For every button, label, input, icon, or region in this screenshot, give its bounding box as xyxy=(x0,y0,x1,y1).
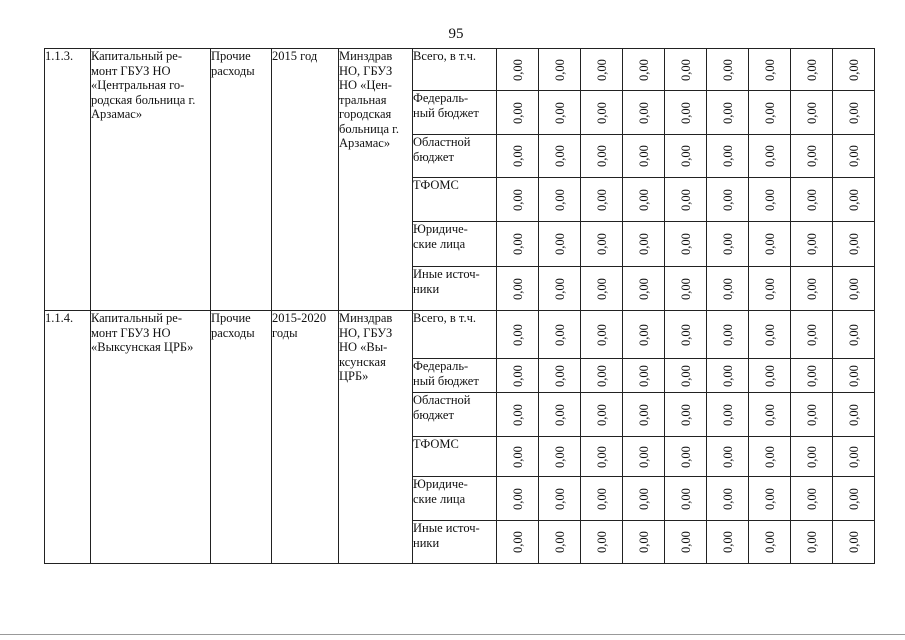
item-name xyxy=(91,311,211,564)
value-cell xyxy=(791,477,833,521)
value-cell xyxy=(749,477,791,521)
value-cell xyxy=(707,359,749,393)
executor-line: ЦРБ» xyxy=(339,369,369,383)
value-cell xyxy=(707,521,749,564)
value-text: 0,00 xyxy=(510,445,525,468)
value-text: 0,00 xyxy=(636,323,651,346)
table-row xyxy=(45,49,875,91)
value-cell xyxy=(749,222,791,267)
funding-source xyxy=(413,311,497,359)
value-text: 0,00 xyxy=(720,277,735,300)
value-text: 0,00 xyxy=(720,531,735,553)
value-cell xyxy=(497,477,539,521)
value-text: 0,00 xyxy=(804,403,819,426)
value-text: 0,00 xyxy=(846,445,861,468)
executor-line: ксунская xyxy=(339,354,386,369)
value-text: 0,00 xyxy=(762,531,777,553)
value-text: 0,00 xyxy=(720,487,735,510)
value-text: 0,00 xyxy=(762,188,777,211)
value-cell xyxy=(623,49,665,91)
value-cell xyxy=(497,91,539,135)
value-cell xyxy=(581,222,623,267)
funding-source-line: Юридиче- xyxy=(413,222,468,236)
value-cell xyxy=(833,49,875,91)
value-text: 0,00 xyxy=(510,323,525,346)
value-cell xyxy=(791,311,833,359)
value-cell xyxy=(497,359,539,393)
value-cell xyxy=(791,521,833,564)
value-cell xyxy=(581,437,623,477)
value-cell xyxy=(497,437,539,477)
value-cell xyxy=(707,91,749,135)
funding-source-line: Областной xyxy=(413,135,471,149)
value-cell xyxy=(539,267,581,311)
value-cell xyxy=(665,521,707,564)
value-text: 0,00 xyxy=(510,364,525,387)
value-cell xyxy=(707,311,749,359)
value-cell xyxy=(749,91,791,135)
value-cell xyxy=(539,222,581,267)
value-cell xyxy=(497,222,539,267)
value-text: 0,00 xyxy=(804,277,819,300)
value-cell xyxy=(791,135,833,178)
executor xyxy=(339,311,413,564)
executor-line: Арзамас» xyxy=(339,136,391,150)
funding-source-line: ники xyxy=(413,281,440,296)
value-cell xyxy=(833,91,875,135)
funding-source-line: ный бюджет xyxy=(413,373,479,388)
value-cell xyxy=(707,267,749,311)
value-cell xyxy=(665,222,707,267)
value-text: 0,00 xyxy=(552,188,567,211)
value-cell xyxy=(623,477,665,521)
value-cell xyxy=(581,521,623,564)
value-cell xyxy=(497,311,539,359)
value-text: 0,00 xyxy=(594,101,609,124)
value-text: 0,00 xyxy=(846,531,861,553)
item-code: 1.1.4. xyxy=(45,311,91,564)
funding-source-line: бюджет xyxy=(413,407,454,422)
value-cell xyxy=(665,437,707,477)
value-text: 0,00 xyxy=(762,145,777,167)
value-cell xyxy=(791,437,833,477)
value-cell xyxy=(749,135,791,178)
value-cell xyxy=(665,477,707,521)
funding-source-line: Всего, в т.ч. xyxy=(413,49,476,63)
value-text: 0,00 xyxy=(594,445,609,468)
value-cell xyxy=(833,135,875,178)
item-name-line: «Центральная го- xyxy=(91,78,185,92)
value-cell xyxy=(791,267,833,311)
value-text: 0,00 xyxy=(594,403,609,426)
value-cell xyxy=(833,521,875,564)
value-cell xyxy=(581,477,623,521)
executor-line: тральная xyxy=(339,92,387,107)
item-name-line: монт ГБУЗ НО xyxy=(91,325,171,340)
page-bottom-rule xyxy=(0,634,905,635)
value-text: 0,00 xyxy=(510,531,525,553)
value-text: 0,00 xyxy=(678,403,693,426)
value-text: 0,00 xyxy=(594,487,609,510)
value-text: 0,00 xyxy=(636,58,651,81)
item-name-line: монт ГБУЗ НО xyxy=(91,63,171,78)
funding-source-line: ники xyxy=(413,535,440,550)
value-cell xyxy=(539,311,581,359)
value-text: 0,00 xyxy=(804,487,819,510)
value-text: 0,00 xyxy=(552,101,567,124)
value-text: 0,00 xyxy=(552,58,567,81)
value-text: 0,00 xyxy=(552,145,567,167)
item-name-line: Капитальный ре- xyxy=(91,49,183,63)
value-cell xyxy=(791,393,833,437)
value-cell xyxy=(707,135,749,178)
value-cell xyxy=(581,393,623,437)
value-cell xyxy=(539,437,581,477)
funding-source-line: ТФОМС xyxy=(413,178,459,192)
expense-type-line: расходы xyxy=(211,325,255,340)
funding-source xyxy=(413,49,497,91)
value-text: 0,00 xyxy=(762,323,777,346)
funding-source xyxy=(413,222,497,267)
funding-source xyxy=(413,267,497,311)
value-text: 0,00 xyxy=(552,277,567,300)
value-text: 0,00 xyxy=(846,277,861,300)
value-text: 0,00 xyxy=(510,188,525,211)
value-text: 0,00 xyxy=(552,531,567,553)
value-text: 0,00 xyxy=(594,145,609,167)
value-text: 0,00 xyxy=(510,145,525,167)
value-cell xyxy=(833,437,875,477)
value-cell xyxy=(665,178,707,222)
executor-line: НО «Вы- xyxy=(339,340,388,354)
funding-source-line: ТФОМС xyxy=(413,437,459,451)
executor-line: НО, ГБУЗ xyxy=(339,63,393,78)
value-cell xyxy=(665,49,707,91)
value-text: 0,00 xyxy=(510,101,525,124)
value-cell xyxy=(791,359,833,393)
funding-source xyxy=(413,477,497,521)
value-text: 0,00 xyxy=(510,487,525,510)
value-cell xyxy=(623,521,665,564)
value-cell xyxy=(581,178,623,222)
expense-type-line: Прочие xyxy=(211,311,251,325)
value-cell xyxy=(707,178,749,222)
table-row xyxy=(45,311,875,359)
value-text: 0,00 xyxy=(846,364,861,387)
funding-source-line: Областной xyxy=(413,393,471,407)
value-text: 0,00 xyxy=(804,323,819,346)
value-cell xyxy=(623,135,665,178)
funding-source xyxy=(413,359,497,393)
value-text: 0,00 xyxy=(846,323,861,346)
value-cell xyxy=(581,91,623,135)
value-text: 0,00 xyxy=(720,323,735,346)
value-cell xyxy=(623,437,665,477)
value-cell xyxy=(833,477,875,521)
value-text: 0,00 xyxy=(594,277,609,300)
value-cell xyxy=(707,437,749,477)
value-text: 0,00 xyxy=(804,364,819,387)
value-text: 0,00 xyxy=(720,58,735,81)
value-text: 0,00 xyxy=(846,101,861,124)
value-cell xyxy=(791,91,833,135)
funding-source-line: ный бюджет xyxy=(413,105,479,120)
value-text: 0,00 xyxy=(762,445,777,468)
value-cell xyxy=(707,49,749,91)
value-cell xyxy=(539,477,581,521)
value-text: 0,00 xyxy=(762,364,777,387)
value-text: 0,00 xyxy=(552,445,567,468)
value-cell xyxy=(623,91,665,135)
value-cell xyxy=(581,49,623,91)
value-cell xyxy=(497,135,539,178)
funding-source xyxy=(413,91,497,135)
value-text: 0,00 xyxy=(720,403,735,426)
funding-source xyxy=(413,178,497,222)
item-name-line: «Выксунская ЦРБ» xyxy=(91,340,194,354)
value-text: 0,00 xyxy=(762,277,777,300)
value-cell xyxy=(833,267,875,311)
value-cell xyxy=(539,359,581,393)
value-text: 0,00 xyxy=(678,101,693,124)
value-cell xyxy=(665,393,707,437)
value-cell xyxy=(833,222,875,267)
value-text: 0,00 xyxy=(552,233,567,255)
value-text: 0,00 xyxy=(804,531,819,553)
value-text: 0,00 xyxy=(678,445,693,468)
value-cell xyxy=(539,91,581,135)
value-cell xyxy=(749,267,791,311)
value-text: 0,00 xyxy=(720,233,735,255)
value-text: 0,00 xyxy=(720,364,735,387)
value-text: 0,00 xyxy=(678,323,693,346)
value-cell xyxy=(749,311,791,359)
value-text: 0,00 xyxy=(636,364,651,387)
value-text: 0,00 xyxy=(678,277,693,300)
value-cell xyxy=(581,359,623,393)
value-cell xyxy=(833,359,875,393)
expense-type xyxy=(211,311,272,564)
value-text: 0,00 xyxy=(762,101,777,124)
item-name-line: родская больница г. xyxy=(91,92,196,107)
period-line: 2015 год xyxy=(272,49,318,63)
value-cell xyxy=(539,521,581,564)
value-cell xyxy=(539,178,581,222)
value-text: 0,00 xyxy=(636,531,651,553)
value-cell xyxy=(497,178,539,222)
value-text: 0,00 xyxy=(678,58,693,81)
expense-type-line: Прочие xyxy=(211,49,251,63)
value-text: 0,00 xyxy=(552,364,567,387)
period-line: годы xyxy=(272,325,298,340)
value-cell xyxy=(497,393,539,437)
value-text: 0,00 xyxy=(804,58,819,81)
value-text: 0,00 xyxy=(636,277,651,300)
value-text: 0,00 xyxy=(804,101,819,124)
value-text: 0,00 xyxy=(636,403,651,426)
value-cell xyxy=(791,222,833,267)
value-cell xyxy=(539,135,581,178)
expense-type xyxy=(211,49,272,311)
value-cell xyxy=(497,267,539,311)
value-text: 0,00 xyxy=(846,145,861,167)
value-text: 0,00 xyxy=(846,403,861,426)
value-text: 0,00 xyxy=(552,323,567,346)
funding-source xyxy=(413,521,497,564)
executor-line: Минздрав xyxy=(339,311,393,325)
value-cell xyxy=(539,393,581,437)
value-text: 0,00 xyxy=(594,188,609,211)
value-cell xyxy=(665,135,707,178)
funding-source xyxy=(413,135,497,178)
value-text: 0,00 xyxy=(762,403,777,426)
value-text: 0,00 xyxy=(636,145,651,167)
value-text: 0,00 xyxy=(594,531,609,553)
value-cell xyxy=(749,437,791,477)
value-text: 0,00 xyxy=(678,188,693,211)
funding-source-line: ские лица xyxy=(413,491,466,506)
funding-source-line: бюджет xyxy=(413,149,454,164)
value-text: 0,00 xyxy=(846,188,861,211)
funding-source-line: Всего, в т.ч. xyxy=(413,311,476,325)
executor-line: НО, ГБУЗ xyxy=(339,325,393,340)
value-cell xyxy=(833,178,875,222)
value-text: 0,00 xyxy=(594,323,609,346)
value-text: 0,00 xyxy=(594,364,609,387)
value-cell xyxy=(497,521,539,564)
value-text: 0,00 xyxy=(678,233,693,255)
value-text: 0,00 xyxy=(762,58,777,81)
value-text: 0,00 xyxy=(804,145,819,167)
value-cell xyxy=(707,222,749,267)
value-cell xyxy=(581,135,623,178)
value-text: 0,00 xyxy=(846,233,861,255)
value-cell xyxy=(749,521,791,564)
value-text: 0,00 xyxy=(552,487,567,510)
funding-source-line: ские лица xyxy=(413,236,466,251)
value-text: 0,00 xyxy=(720,101,735,124)
value-text: 0,00 xyxy=(636,445,651,468)
value-text: 0,00 xyxy=(720,188,735,211)
value-text: 0,00 xyxy=(510,233,525,255)
value-cell xyxy=(833,311,875,359)
executor-line: НО «Цен- xyxy=(339,78,392,92)
value-cell xyxy=(581,267,623,311)
funding-source-line: Федераль- xyxy=(413,91,469,105)
value-cell xyxy=(665,359,707,393)
value-text: 0,00 xyxy=(762,233,777,255)
budget-table xyxy=(44,48,875,564)
item-code: 1.1.3. xyxy=(45,49,91,311)
executor-line: городская xyxy=(339,107,392,121)
value-cell xyxy=(749,393,791,437)
value-cell xyxy=(791,178,833,222)
value-cell xyxy=(539,49,581,91)
value-cell xyxy=(749,49,791,91)
funding-source xyxy=(413,393,497,437)
value-cell xyxy=(791,49,833,91)
value-text: 0,00 xyxy=(846,58,861,81)
value-cell xyxy=(623,393,665,437)
value-cell xyxy=(623,222,665,267)
value-text: 0,00 xyxy=(636,101,651,124)
period xyxy=(272,49,339,311)
funding-source-line: Иные источ- xyxy=(413,521,480,535)
value-text: 0,00 xyxy=(804,188,819,211)
funding-source-line: Иные источ- xyxy=(413,267,480,281)
value-text: 0,00 xyxy=(594,233,609,255)
value-text: 0,00 xyxy=(762,487,777,510)
period xyxy=(272,311,339,564)
value-text: 0,00 xyxy=(846,487,861,510)
value-cell xyxy=(833,393,875,437)
value-text: 0,00 xyxy=(678,145,693,167)
item-name xyxy=(91,49,211,311)
value-cell xyxy=(665,311,707,359)
page-number: 95 xyxy=(448,26,464,42)
funding-source xyxy=(413,437,497,477)
value-cell xyxy=(707,393,749,437)
expense-type-line: расходы xyxy=(211,63,255,78)
funding-source-line: Юридиче- xyxy=(413,477,468,491)
value-cell xyxy=(623,311,665,359)
value-text: 0,00 xyxy=(636,188,651,211)
value-cell xyxy=(665,267,707,311)
item-name-line: Арзамас» xyxy=(91,107,143,121)
value-text: 0,00 xyxy=(636,233,651,255)
executor xyxy=(339,49,413,311)
value-cell xyxy=(665,91,707,135)
value-cell xyxy=(749,359,791,393)
value-text: 0,00 xyxy=(510,277,525,300)
period-line: 2015-2020 xyxy=(272,311,327,325)
funding-source-line: Федераль- xyxy=(413,359,469,373)
value-text: 0,00 xyxy=(720,445,735,468)
value-text: 0,00 xyxy=(804,445,819,468)
value-text: 0,00 xyxy=(678,531,693,553)
value-text: 0,00 xyxy=(678,487,693,510)
value-text: 0,00 xyxy=(678,364,693,387)
value-text: 0,00 xyxy=(720,145,735,167)
value-text: 0,00 xyxy=(636,487,651,510)
value-text: 0,00 xyxy=(510,403,525,426)
value-text: 0,00 xyxy=(804,233,819,255)
executor-line: Минздрав xyxy=(339,49,393,63)
value-cell xyxy=(623,267,665,311)
value-cell xyxy=(623,178,665,222)
value-cell xyxy=(707,477,749,521)
value-cell xyxy=(581,311,623,359)
value-text: 0,00 xyxy=(552,403,567,426)
executor-line: больница г. xyxy=(339,121,399,136)
value-cell xyxy=(623,359,665,393)
value-cell xyxy=(497,49,539,91)
item-name-line: Капитальный ре- xyxy=(91,311,183,325)
value-text: 0,00 xyxy=(510,58,525,81)
value-cell xyxy=(749,178,791,222)
value-text: 0,00 xyxy=(594,58,609,81)
